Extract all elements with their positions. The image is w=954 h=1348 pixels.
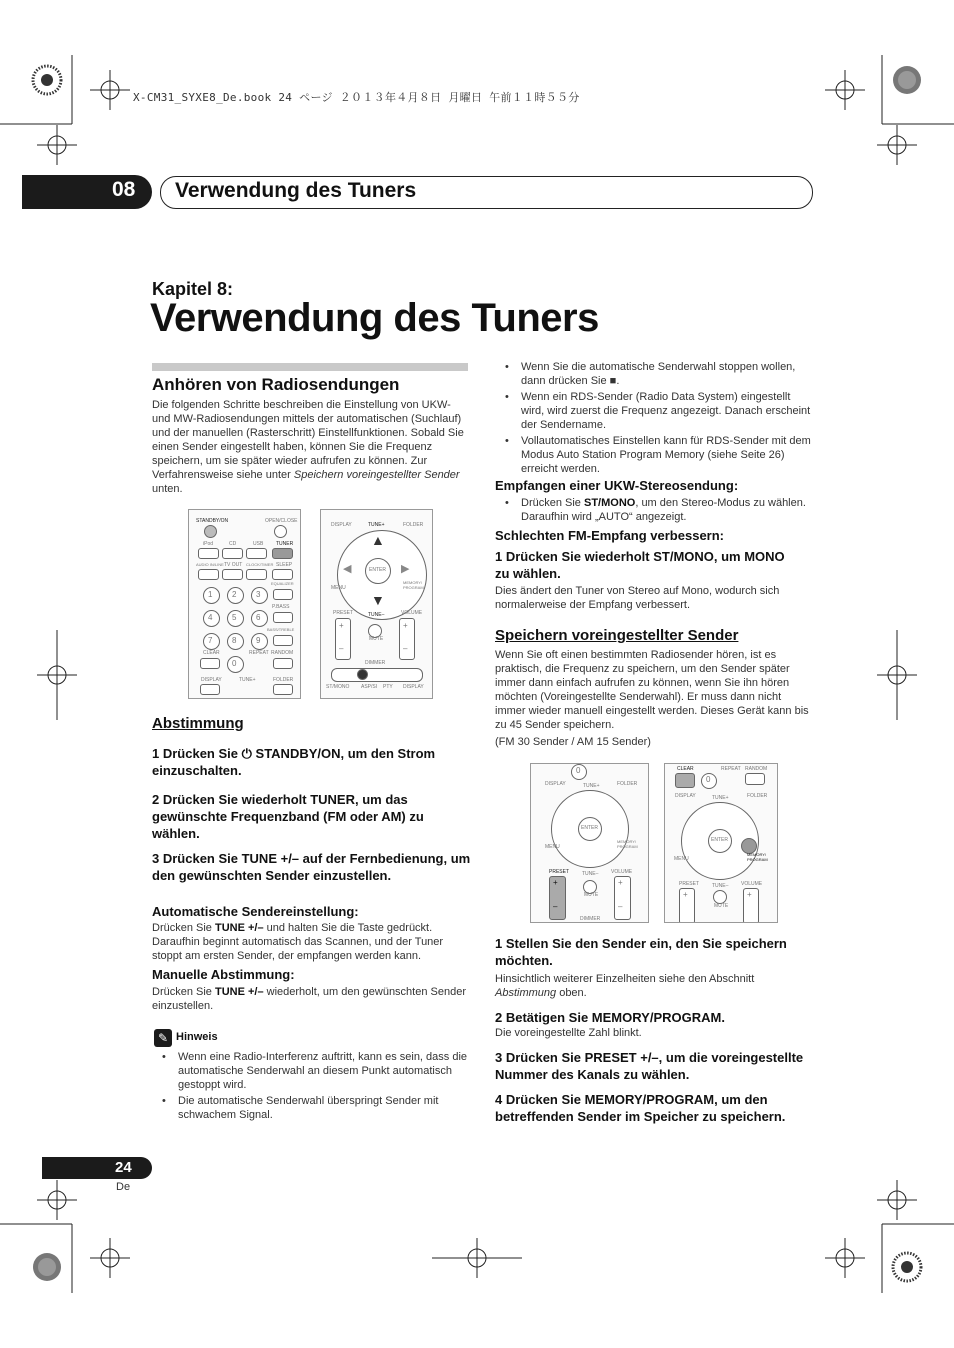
note-item: • Die automatische Senderwahl überspringt Sender mit schwachem Signal. <box>152 1094 472 1122</box>
section-title: Anhören von Radiosendungen <box>152 375 400 394</box>
auto-tuning-text: Drücken Sie TUNE +/– und halten Sie die Taste gedrückt. Daraufhin beginnt automatisch das Scannen, und der Tuner stoppt am ersten Sender, der empfangen werden kann. <box>152 922 444 962</box>
standby-button-icon <box>204 525 217 538</box>
memory-count: (FM 30 Sender / AM 15 Sender) <box>495 736 651 748</box>
note-item: • Wenn eine Radio-Interferenz auftritt, kann es sein, dass die automatische Senderwahl an diesem Punkt automatisch gestoppt wird. <box>152 1050 472 1092</box>
language-code: De <box>116 1181 131 1193</box>
tuner-button-icon <box>272 548 293 559</box>
bad-reception-heading: Schlechten FM-Empfang verbessern: <box>495 528 724 543</box>
abstimmung-heading: Abstimmung <box>152 715 244 732</box>
arrow-down-icon: ▼ <box>371 592 385 608</box>
memory-step-3: 3 Drücken Sie PRESET +/–, um die voreingestellte Nummer des Kanals zu wählen. <box>495 1050 804 1082</box>
stereo-text: • Drücken Sie ST/MONO, um den Stereo-Modus zu wählen. Daraufhin wird „AUTO“ angezeigt. <box>495 496 813 526</box>
note-pencil-icon: ✎ <box>154 1029 172 1047</box>
tune-step-3: 3 Drücken Sie TUNE +/– auf der Fernbedienung, um den gewünschten Sender einzustellen. <box>152 851 471 883</box>
chapter-label: Kapitel 8: <box>152 279 234 299</box>
bullet-rds: • Wenn ein RDS-Sender (Radio Data System) eingestellt wird, wird zuerst die Frequenz angezeigt. Danach erscheint der Sendername. <box>495 390 813 432</box>
print-info-line: X-CM31_SYXE8_De.book 24 ページ ２０１３年４月８日 月曜日 午前１１時５５分 <box>133 91 580 104</box>
memory-text: Wenn Sie oft einen bestimmten Radiosender hören, ist es praktisch, die Frequenz zu speichern, um den Sender später immer dann einfach aufrufen zu können, wenn Sie ihn hören möchten (Voreingestellte Senderwahl). Er muss dann nicht immer wieder manuell eingestellt werden. Dieses Gerät kann bis zu 45 Sender speichern. <box>495 649 809 731</box>
arrow-up-icon: ▲ <box>371 532 385 548</box>
memory-step-4: 4 Drücken Sie MEMORY/PROGRAM, um den betreffenden Sender im Speicher zu speichern. <box>495 1092 786 1124</box>
section-divider <box>152 363 468 371</box>
hinweis-label: Hinweis <box>176 1031 218 1043</box>
power-icon: ⏻ <box>241 746 252 761</box>
mono-text: Dies ändert den Tuner von Stereo auf Mono, wodurch sich normalerweise der Empfang verbessert. <box>495 585 780 611</box>
auto-tuning-heading: Automatische Sendereinstellung: <box>152 904 359 919</box>
tune-step-2: 2 Drücken Sie wiederholt TUNER, um das gewünschte Frequenzband (FM oder AM) zu wählen. <box>152 792 424 841</box>
clear-button-icon <box>675 773 695 788</box>
chapter-header-title: Verwendung des Tuners <box>175 179 417 202</box>
standby-label: STANDBY/ON <box>196 518 229 524</box>
abstimmung-crossref: Abstimmung <box>495 987 557 999</box>
page-title: Verwendung des Tuners <box>150 296 599 340</box>
arrow-left-icon: ◀ <box>343 563 352 575</box>
manual-tuning-text: Drücken Sie TUNE +/– wiederholt, um den gewünschten Sender einzustellen. <box>152 986 466 1012</box>
remote-illustration-memory: CLEAR REPEAT RANDOM 0 DISPLAY TUNE+ FOLDER ENTER MENU MEMORY/ PROGRAM PRESET TUNE– VOLUME + + MUTE <box>664 763 778 923</box>
intro-crossref: Speichern voreingestellter Sender <box>293 469 460 481</box>
remote-illustration-preset: 0 DISPLAY TUNE+ FOLDER ENTER MENU MEMORY/ PROGRAM PRESET TUNE– VOLUME + – + – MUTE DIMMER <box>530 763 649 923</box>
chapter-number: 08 <box>112 178 136 201</box>
tuning-bullets <box>495 360 813 478</box>
mono-step: 1 Drücken Sie wiederholt ST/MONO, um MONO zu wählen. <box>495 549 785 581</box>
stop-button-icon <box>357 669 368 680</box>
hinweis-notes <box>152 1050 472 1124</box>
eject-button-icon <box>274 525 287 538</box>
page-number-pill <box>42 1157 152 1179</box>
intro-paragraph: Die folgenden Schritte beschreiben die Einstellung von UKW- und MW-Radiosendungen mittels der automatischen (Suchlauf) und der manuellen (Rasterschritt) Einstellfunktionen. Sobald Sie einen Sender eingestellt haben, können Sie die Frequenz speichern, um sie später wieder aufrufen zu können. Zur Verfahrensweise siehe unter Speichern voreingestellter Sender unten. <box>152 399 464 495</box>
remote-illustration-main: STANDBY/ON OPEN/CLOSE iPod CD USB TUNER AUDIO IN/LINE TV OUT CLOCK/TIMER SLEEP EQUALIZER 1 2 3 P.BASS 4 5 6 BASS/TREBLE 7 8 9 CLEAR REPEAT RANDOM 0 DISPLAY TUNE+ FOLDER <box>188 509 301 699</box>
memory-step-1-text: Hinsichtlich weiterer Einzelheiten siehe den Abschnitt Abstimmung oben. <box>495 973 755 999</box>
manual-tuning-heading: Manuelle Abstimmung: <box>152 967 295 982</box>
memory-step-1: 1 Stellen Sie den Sender ein, den Sie speichern möchten. <box>495 936 787 968</box>
memory-step-2-text: Die voreingestellte Zahl blinkt. <box>495 1027 642 1039</box>
tune-step-1: 1 Drücken Sie ⏻ STANDBY/ON, um den Strom einzuschalten. <box>152 746 436 778</box>
memory-step-2: 2 Betätigen Sie MEMORY/PROGRAM. <box>495 1010 725 1025</box>
memory-heading: Speichern voreingestellter Sender <box>495 627 739 644</box>
bullet-stop-auto: • Wenn Sie die automatische Senderwahl stoppen wollen, dann drücken Sie ■. <box>495 360 813 388</box>
stereo-heading: Empfangen einer UKW-Stereosendung: <box>495 478 739 493</box>
bullet-auto-station: • Vollautomatisches Einstellen kann für RDS-Sender mit dem Modus Auto Station Program Memory (siehe Seite 26) erreicht werden. <box>495 434 813 476</box>
page-number: 24 <box>115 1159 132 1176</box>
arrow-right-icon: ▶ <box>401 563 410 575</box>
remote-illustration-nav: DISPLAY TUNE+ FOLDER ENTER ▲ ▼ ◀ ▶ MENU MEMORY/ PROGRAM PRESET TUNE– VOLUME + – + – MUTE DIMMER ST/MONO ASP/SI PTY DISPLAY <box>320 509 433 699</box>
